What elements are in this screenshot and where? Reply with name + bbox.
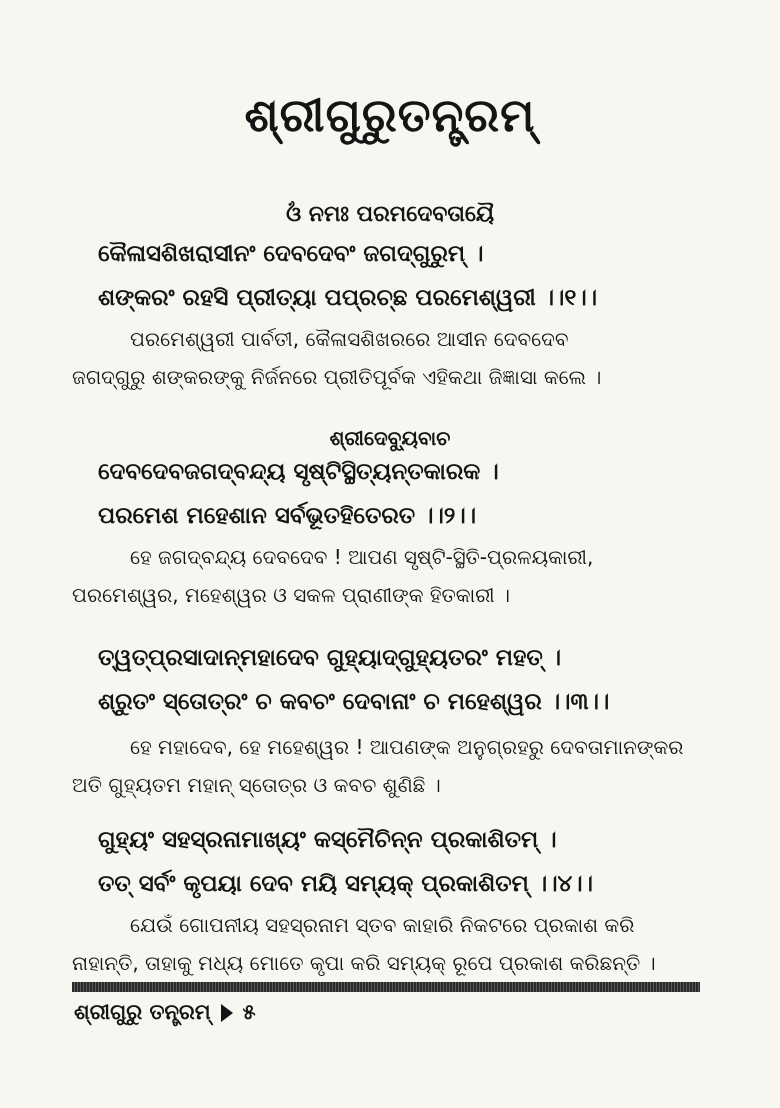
prose-line: ଅତି ଗୁହ୍ୟତମ ମହାନ୍ ସ୍ତୋତ୍ର ଓ କବଚ ଶୁଣିଛି । [72, 773, 441, 797]
verse-2 [98, 450, 658, 538]
verse-line: ଶ୍ରୁତଂ ସ୍ତୋତ୍ରଂ ଚ କବଚଂ ଦେବାନାଂ ଚ ମହେଶ୍ୱର ।।୩।। [98, 689, 610, 715]
verse-1 [98, 232, 658, 320]
prose-line: ପରମେଶ୍ୱର, ମହେଶ୍ୱର ଓ ସକଳ ପ୍ରାଣୀଙ୍କ ହିତକାରୀ । [72, 583, 511, 607]
translation-1 [72, 320, 700, 396]
translation-2 [72, 538, 700, 614]
triangle-right-icon [221, 1004, 233, 1022]
verse-line: ଗୁହ୍ୟଂ ସହସ୍ରନାମାଖ୍ୟଂ କସ୍ମୈଚିନ୍ନ ପ୍ରକାଶିତମ୍ । [98, 827, 557, 853]
prose-line: ହେ ଜଗଦ୍‌ବନ୍ଦ୍ୟ ଦେବଦେବ ! ଆପଣ ସୃଷ୍ଟି-ସ୍ଥିତି-ପ୍ରଳୟକାରୀ, [130, 545, 594, 569]
verse-line: ଶଙ୍କରଂ ରହସି ପ୍ରୀତ୍ୟା ପପ୍ରଚ୍ଛ ପରମେଶ୍ୱରୀ ।।୧।। [98, 285, 598, 311]
prose-line: ପରମେଶ୍ୱରୀ ପାର୍ବତୀ, କୈଳାସଶିଖରରେ ଆସୀନ ଦେବଦେବ [130, 327, 569, 351]
prose-line: ଯେଉଁ ଗୋପନୀୟ ସହସ୍ରନାମ ସ୍ତବ କାହାରି ନିକଟରେ ପ୍ରକାଶ କରି [130, 913, 635, 937]
verse-line: ଦେବଦେବଜଗଦ୍‌ବନ୍ଦ୍ୟ ସୃଷ୍ଟିସ୍ଥିତ୍ୟନ୍ତକାରକ । [98, 459, 499, 485]
verse-line: ପରମେଶ ମହେଶାନ ସର୍ବଭୂତହିତେରତ ।।୨।। [98, 503, 477, 529]
verse-line: ତ୍ୱତ୍‌ପ୍ରସାଦାନ୍ମହାଦେବ ଗୁହ୍ୟାଦ୍‌ଗୁହ୍ୟତରଂ ମହତ୍ । [98, 645, 562, 671]
salutation: ଓଁ ନମଃ ପରମଦେବତାୟୈ [285, 202, 495, 227]
page-number: ୫ [242, 1000, 256, 1024]
speaker-heading: ଶ୍ରୀଦେବ୍ୟୁବାଚ [329, 426, 451, 450]
footer-divider [72, 982, 700, 992]
translation-3 [72, 728, 700, 804]
translation-4 [72, 906, 700, 982]
book-title: ଶ୍ରୀଗୁରୁ ତନ୍ତ୍ରମ୍ [74, 1000, 211, 1024]
prose-line: ଜଗଦ୍‌ଗୁରୁ ଶଙ୍କରଙ୍କୁ ନିର୍ଜନରେ ପ୍ରୀତିପୂର୍ବକ ଏହିକଥା ଜିଜ୍ଞାସା କଲେ । [72, 365, 602, 389]
page-title: ଶ୍ରୀଗୁରୁତନ୍ତ୍ରମ୍ [244, 88, 536, 142]
verse-line: ତତ୍ ସର୍ବଂ କୃପୟା ଦେବ ମୟି ସମ୍ୟକ୍ ପ୍ରକାଶିତମ୍ ।।୪।। [98, 871, 593, 897]
verse-3 [98, 636, 658, 724]
running-footer [74, 1000, 256, 1025]
prose-line: ହେ ମହାଦେବ, ହେ ମହେଶ୍ୱର ! ଆପଣଙ୍କ ଅନୁଗ୍ରହରୁ ଦେବତାମାନଙ୍କର [130, 735, 684, 759]
verse-4 [98, 818, 658, 906]
verse-line: କୈଳାସଶିଖରାସୀନଂ ଦେବଦେବଂ ଜଗଦ୍‌ଗୁରୁମ୍ । [98, 241, 484, 267]
prose-line: ନାହାନ୍ତି, ତାହାକୁ ମଧ୍ୟ ମୋତେ କୃପା କରି ସମ୍ୟକ୍ ରୂପେ ପ୍ରକାଶ କରିଛନ୍ତି । [72, 951, 656, 975]
